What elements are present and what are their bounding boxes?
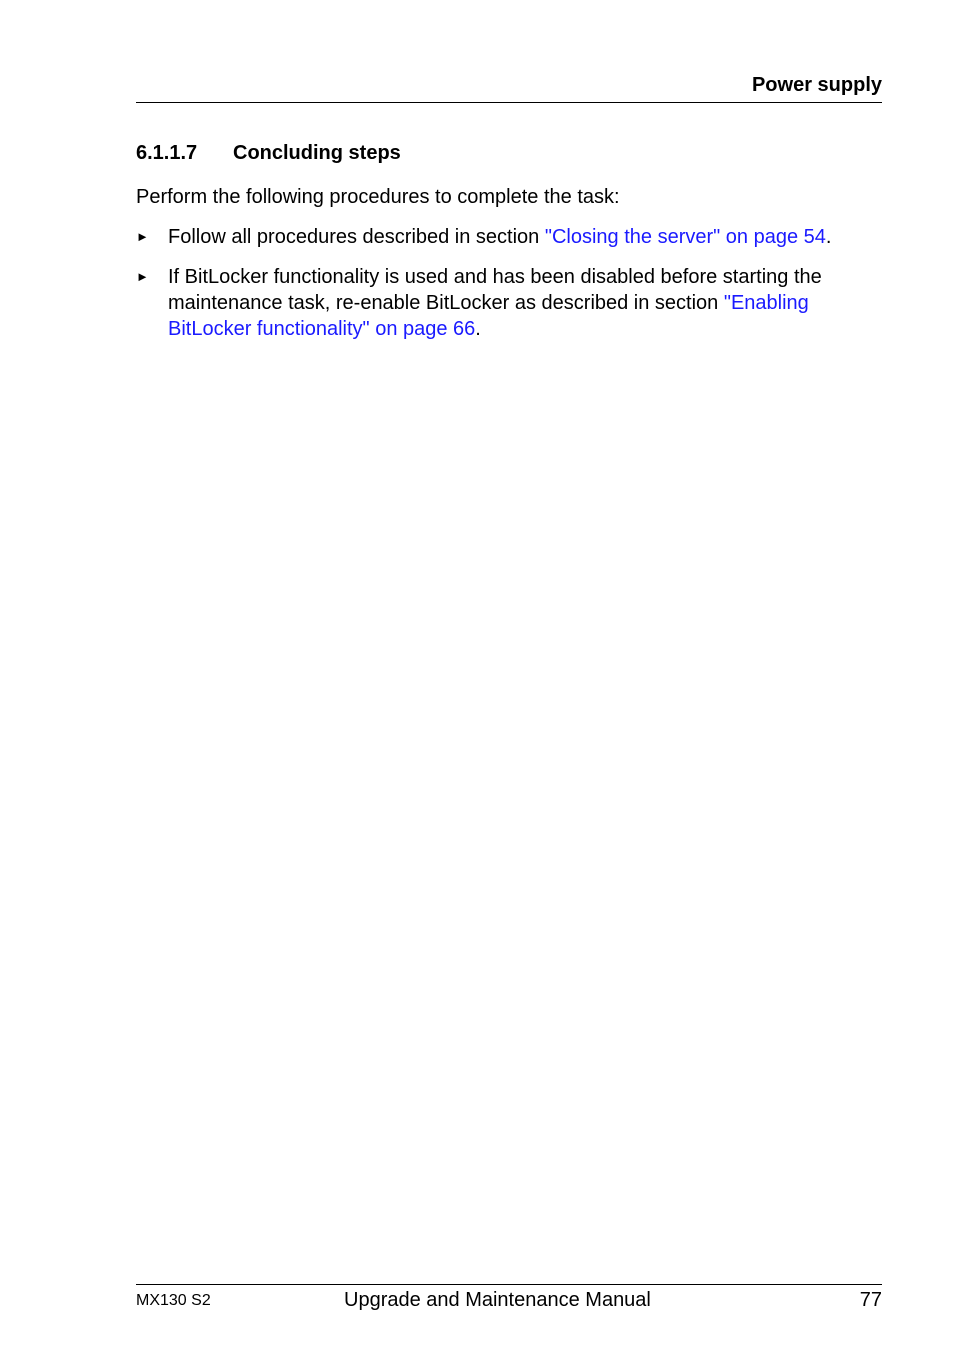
step-list [136, 224, 882, 356]
footer-model: MX130 S2 [136, 1292, 211, 1309]
chapter-title: Power supply [751, 74, 882, 96]
step-text: Follow all procedures described in section [168, 226, 545, 248]
step-item [136, 264, 882, 342]
step-text-end: . [475, 318, 481, 340]
bullet-arrow-icon: ► [136, 269, 149, 284]
section-heading [136, 140, 401, 166]
closing-server-link[interactable]: "Closing the server" on page 54 [544, 226, 826, 248]
section-number: 6.1.1.7 [136, 142, 198, 164]
enabling-bitlocker-link[interactable]: "Enabling BitLocker functionality" on page 66 [168, 292, 809, 340]
step-text-end: . [825, 226, 832, 248]
section-title: Concluding steps [233, 142, 401, 164]
page-header [136, 72, 882, 103]
step-text: If BitLocker functionality is used and has been disabled before starting the maintenance task, re-enable BitLocker as described in section [168, 266, 822, 314]
intro-paragraph: Perform the following procedures to complete the task: [136, 186, 620, 208]
page-footer [136, 1284, 882, 1325]
step-item [136, 224, 882, 250]
page-number: 77 [859, 1289, 882, 1311]
footer-manual-title: Upgrade and Maintenance Manual [344, 1289, 651, 1311]
bullet-arrow-icon: ► [136, 229, 149, 244]
